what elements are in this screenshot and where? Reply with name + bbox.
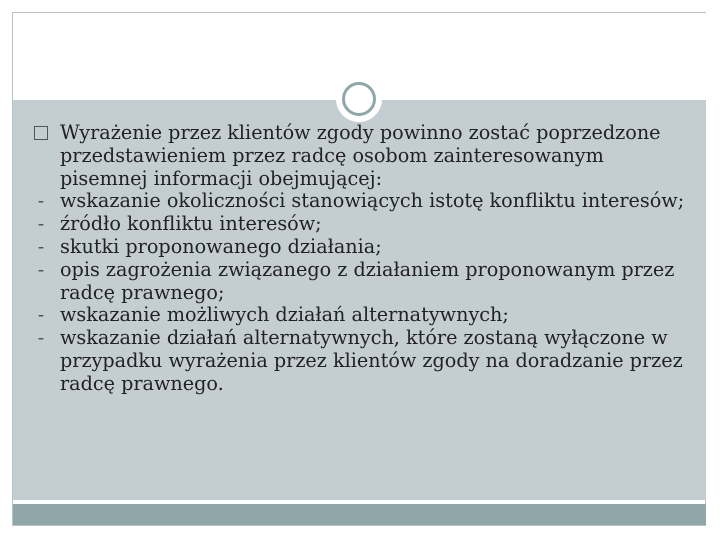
circle-ring	[342, 82, 376, 116]
list-item	[34, 213, 694, 236]
list-item-text: wskazanie działań alternatywnych, które zostaną wyłączone w przypadku wyrażenia przez klientów zgody na doradzanie przez radcę prawnego.	[60, 326, 683, 395]
dash-bullet: -	[37, 189, 45, 213]
list-item-text: wskazanie okoliczności stanowiących istotę konfliktu interesów;	[60, 189, 685, 213]
intro-paragraph	[34, 122, 694, 190]
bottom-accent-bar	[13, 504, 706, 525]
list-item	[34, 236, 694, 259]
intro-text: Wyrażenie przez klientów zgody powinno zostać poprzedzone przedstawieniem przez radcę osobom zainteresowanym pisemnej informacji obejmującej:	[60, 121, 661, 190]
square-bullet-icon	[34, 126, 48, 140]
list-item	[34, 259, 694, 305]
dash-bullet: -	[37, 326, 45, 350]
dash-bullet: -	[37, 257, 45, 281]
list-item	[34, 190, 694, 213]
body-text	[34, 122, 694, 396]
list-item	[34, 327, 694, 395]
list-item-text: skutki proponowanego działania;	[60, 234, 382, 258]
dash-bullet: -	[37, 234, 45, 258]
list-item-text: opis zagrożenia związanego z działaniem proponowanym przez radcę prawnego;	[60, 257, 675, 304]
dash-bullet: -	[37, 212, 45, 236]
dash-bullet: -	[37, 303, 45, 327]
list-item	[34, 304, 694, 327]
list-item-text: wskazanie możliwych działań alternatywnych;	[60, 303, 509, 327]
list-item-text: źródło konfliktu interesów;	[60, 212, 322, 236]
circle-ornament-icon	[336, 76, 382, 122]
